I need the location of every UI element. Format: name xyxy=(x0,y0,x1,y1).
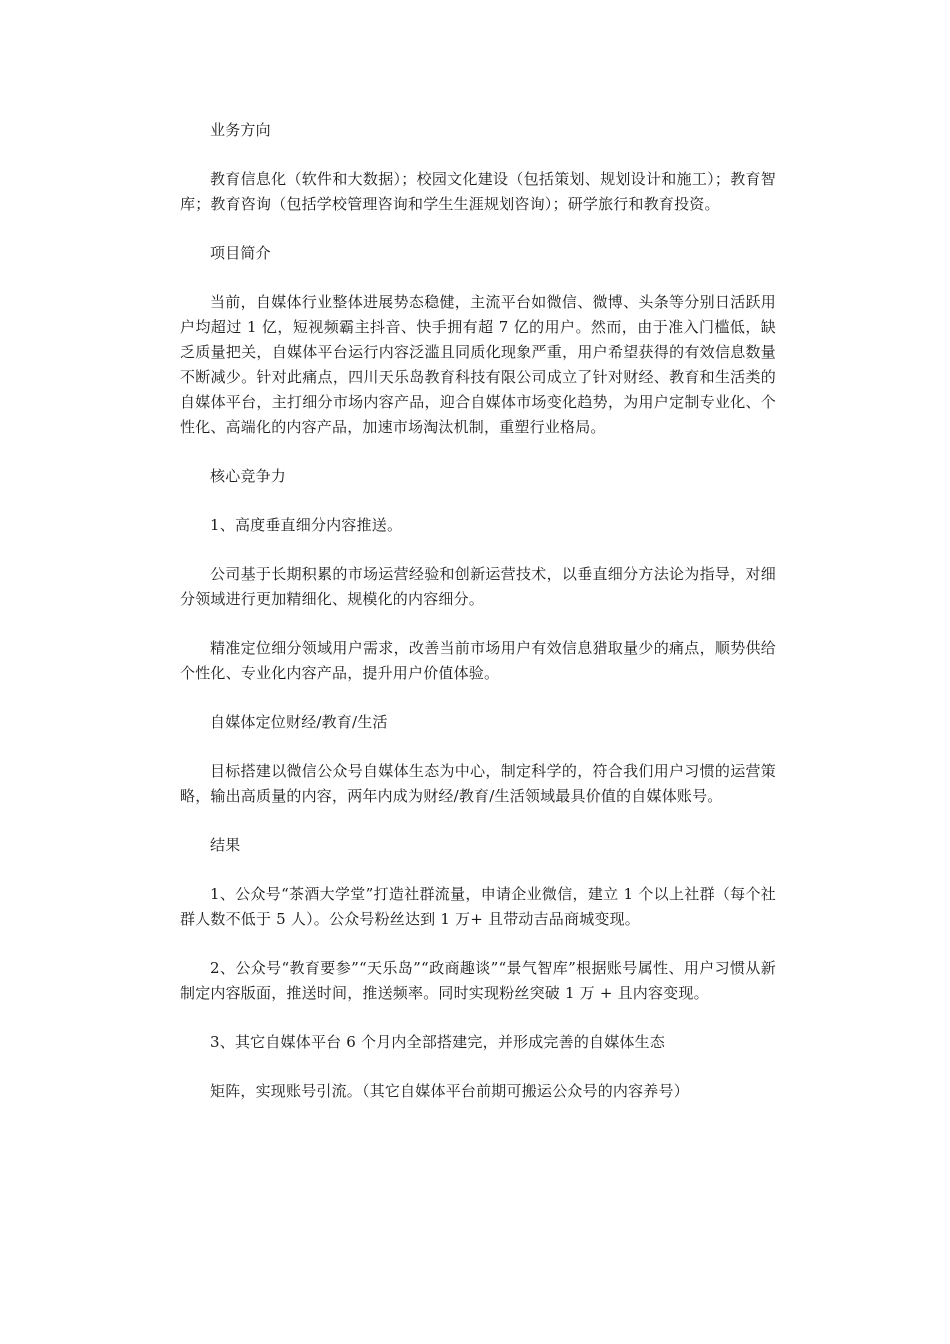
paragraph-methodology: 公司基于长期积累的市场运营经验和创新运营技术，以垂直细分方法论为指导，对细分领域进行更加精细化、规模化的内容细分。 xyxy=(180,565,776,608)
paragraph-result-1: 1、公众号“茶酒大学堂”打造社群流量，申请企业微信，建立 1 个以上社群（每个社群人数不低于 5 人）。公众号粉丝达到 1 万+ 且带动吉品商城变现。 xyxy=(180,885,776,928)
paragraph-positioning: 自媒体定位财经/教育/生活 xyxy=(210,713,388,731)
paragraph-result-2: 2、公众号“教育要参”“天乐岛”“政商趣谈”“景气智库”根据账号属性、用户习惯从新制定内容版面，推送时间，推送频率。同时实现粉丝突破 1 万 + 且内容变现。 xyxy=(180,959,776,1002)
paragraph-business-scope: 教育信息化（软件和大数据）；校园文化建设（包括策划、规划设计和施工）；教育智库；教育咨询（包括学校管理咨询和学生生涯规划咨询）；研学旅行和教育投资。 xyxy=(180,170,776,213)
section-heading-project-intro: 项目简介 xyxy=(210,244,271,262)
section-heading-core-competence: 核心竞争力 xyxy=(210,467,287,485)
paragraph-project-intro: 当前，自媒体行业整体进展势态稳健，主流平台如微信、微博、头条等分别日活跃用户均超过 1 亿，短视频霸主抖音、快手拥有超 7 亿的用户。然而，由于准入门槛低，缺乏质量把关，自媒体平台运行内容泛滥且同质化现象严重，用户希望获得的有效信息数量不断减少。针对此痛点，四川天乐岛教育科技有限公司成立了针对财经、教育和生活类的自媒体平台，主打细分市场内容产品，迎合自媒体市场变化趋势，为用户定制专业化、个性化、高端化的内容产品，加速市场淘汰机制，重塑行业格局。 xyxy=(180,293,776,436)
paragraph-vertical-content: 1、高度垂直细分内容推送。 xyxy=(210,516,403,534)
paragraph-result-3: 3、其它自媒体平台 6 个月内全部搭建完，并形成完善的自媒体生态 xyxy=(210,1033,666,1051)
paragraph-target: 目标搭建以微信公众号自媒体生态为中心，制定科学的，符合我们用户习惯的运营策略，输出高质量的内容，两年内成为财经/教育/生活领域最具价值的自媒体账号。 xyxy=(180,762,776,805)
document-body xyxy=(180,118,776,1128)
section-heading-business-direction: 业务方向 xyxy=(210,121,271,139)
section-heading-results: 结果 xyxy=(210,836,241,854)
paragraph-result-3-continued: 矩阵，实现账号引流。（其它自媒体平台前期可搬运公众号的内容养号） xyxy=(210,1082,689,1100)
paragraph-user-needs: 精准定位细分领域用户需求，改善当前市场用户有效信息猎取量少的痛点，顺势供给个性化、专业化内容产品，提升用户价值体验。 xyxy=(180,639,776,682)
